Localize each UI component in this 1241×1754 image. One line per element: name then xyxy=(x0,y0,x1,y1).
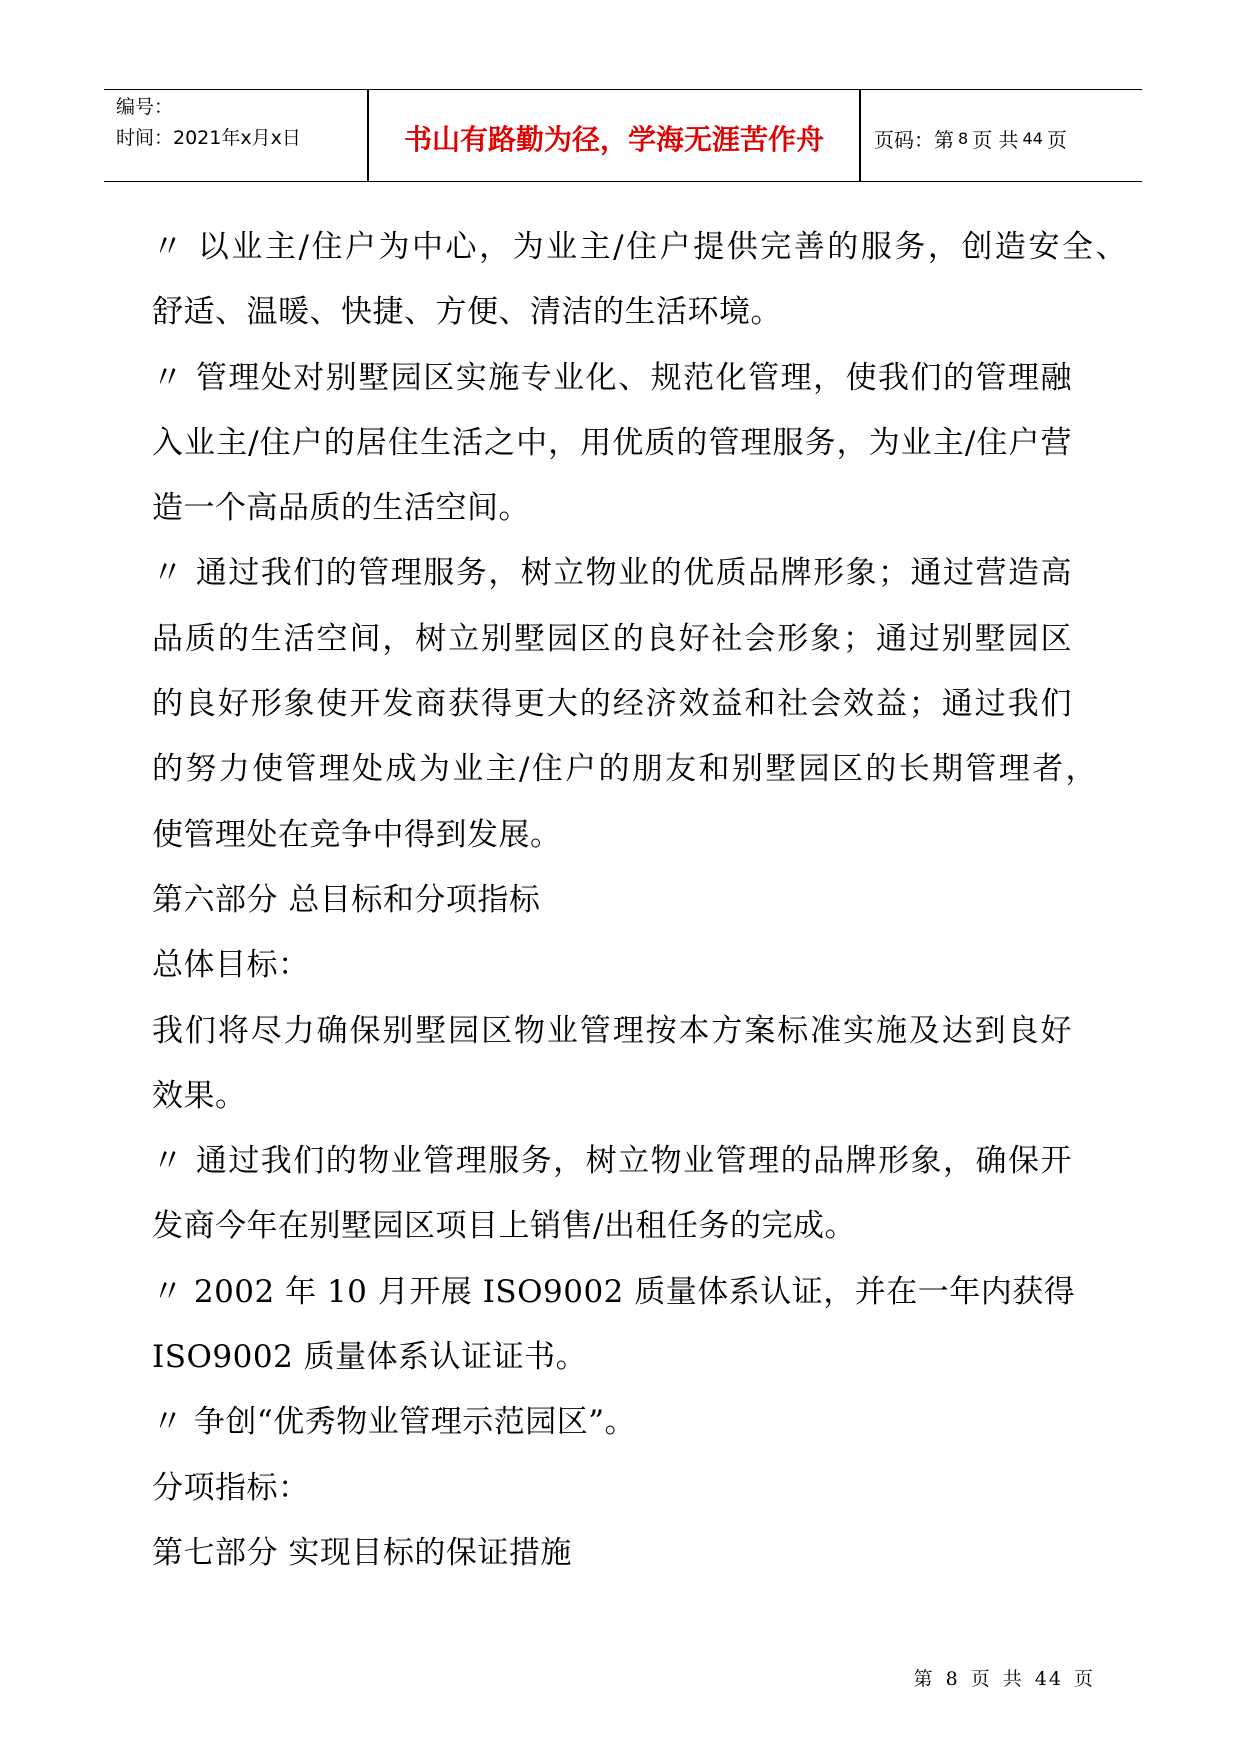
text-line: 分项指标： xyxy=(152,1469,310,1506)
text-line: 〃 2002 年 10 月开展 ISO9002 质量体系认证，并在一年内获得 xyxy=(152,1273,1076,1310)
document-body xyxy=(152,215,1127,1586)
page-suffix: 页 xyxy=(1046,128,1067,152)
section-heading: 第六部分 总目标和分项指标 xyxy=(152,881,541,918)
text-line: 总体目标： xyxy=(152,947,310,984)
section-heading: 第七部分 实现目标的保证措施 xyxy=(152,1534,572,1571)
text-line: 发商今年在别墅园区项目上销售/出租任务的完成。 xyxy=(152,1208,856,1245)
page-header xyxy=(104,89,1142,182)
page-mid: 页 共 xyxy=(972,128,1019,152)
text-line: 的良好形象使开发商获得更大的经济效益和社会效益；通过我们 xyxy=(152,686,1072,723)
page-current: 8 xyxy=(958,129,969,148)
text-line: 品质的生活空间，树立别墅园区的良好社会形象；通过别墅园区 xyxy=(152,620,1072,657)
text-line: 造一个高品质的生活空间。 xyxy=(152,490,530,527)
text-line: 的努力使管理处成为业主/住户的朋友和别墅园区的长期管理者， xyxy=(152,751,1097,788)
header-page-info xyxy=(874,90,1067,181)
header-motto: 书山有路勤为径，学海无涯苦作舟 xyxy=(403,122,824,156)
text-line: 舒适、温暖、快捷、方便、清洁的生活环境。 xyxy=(152,294,782,331)
text-line: 入业主/住户的居住生活之中，用优质的管理服务，为业主/住户营 xyxy=(152,424,1072,461)
text-line: 我们将尽力确保别墅园区物业管理按本方案标准实施及达到良好 xyxy=(152,1012,1072,1049)
text-line: 〃 通过我们的物业管理服务，树立物业管理的品牌形象，确保开 xyxy=(152,1143,1072,1180)
text-line: 〃 以业主/住户为中心，为业主/住户提供完善的服务，创造安全、 xyxy=(152,229,1127,265)
time-label: 时间：2021年x月x日 xyxy=(116,127,301,149)
page-total: 44 xyxy=(1022,129,1043,148)
serial-label: 编号： xyxy=(116,96,174,118)
page-prefix: 页码：第 xyxy=(874,128,954,152)
page-footer: 第 8 页 共 44 页 xyxy=(913,1668,1095,1690)
text-line: 效果。 xyxy=(152,1077,247,1114)
text-line: 使管理处在竞争中得到发展。 xyxy=(152,816,562,853)
text-line: 〃 管理处对别墅园区实施专业化、规范化管理，使我们的管理融 xyxy=(152,359,1072,396)
header-divider xyxy=(859,90,861,181)
text-line: 〃 争创“优秀物业管理示范园区”。 xyxy=(152,1404,637,1441)
text-line: 〃 通过我们的管理服务，树立物业的优质品牌形象；通过营造高 xyxy=(152,555,1072,592)
text-line: ISO9002 质量体系认证证书。 xyxy=(152,1339,588,1376)
